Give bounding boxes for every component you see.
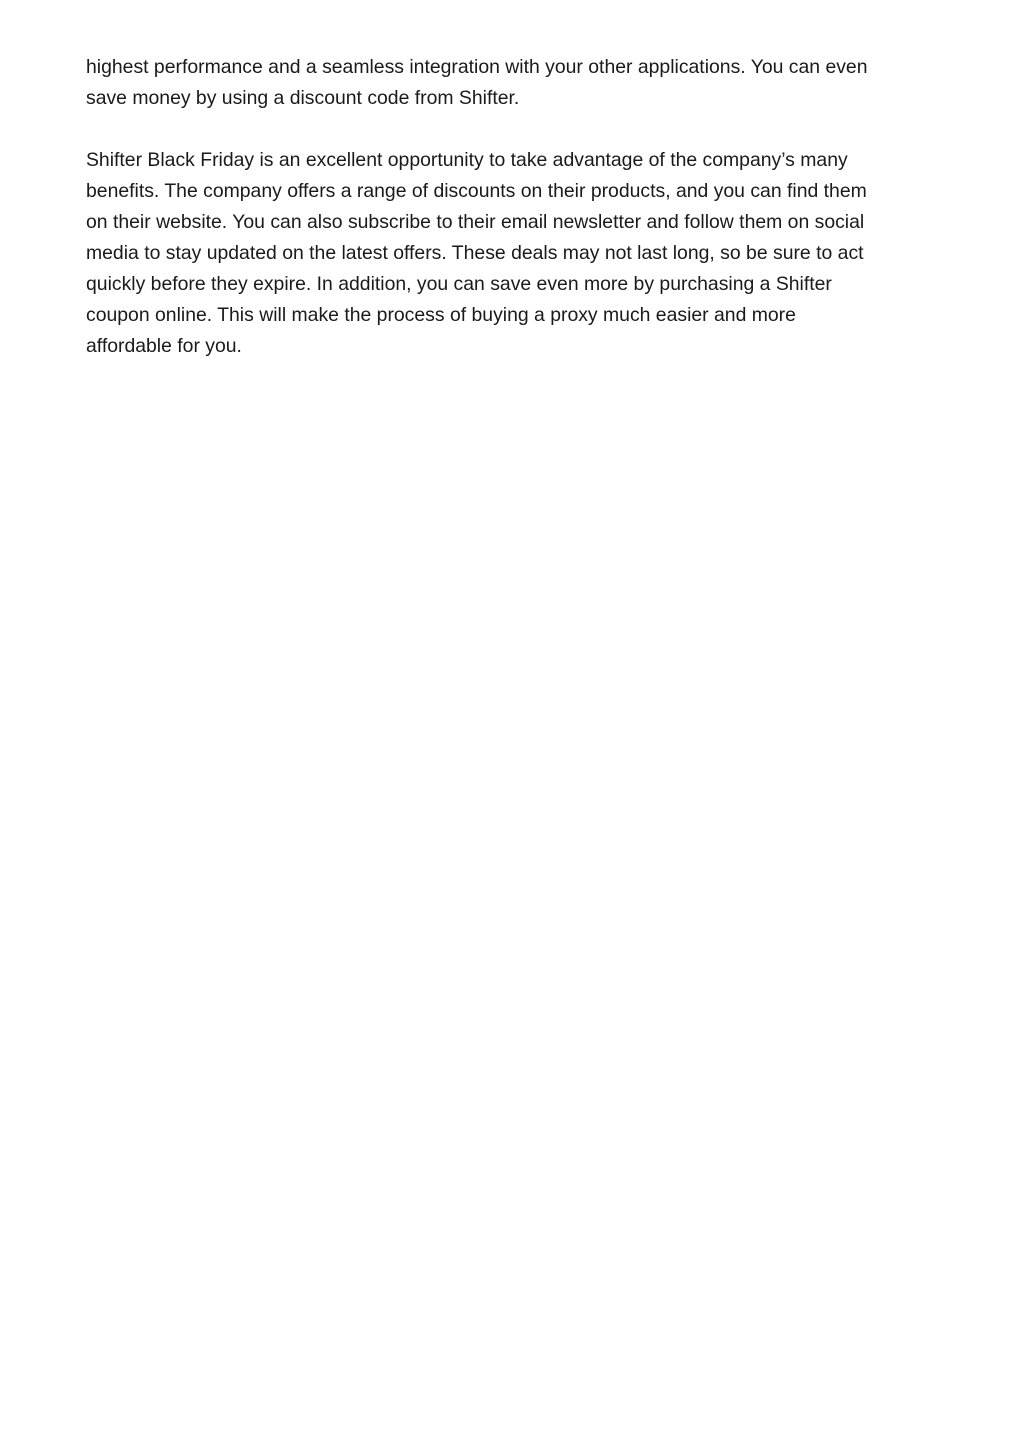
paragraph-line: on their website. You can also subscribe to their email newsletter and follow them on social [86,211,865,233]
paragraph-line: benefits. The company offers a range of discounts on their products, and you can find them [86,180,867,202]
paragraph-1 [86,52,936,114]
paragraph-line: quickly before they expire. In addition, you can save even more by purchasing a Shifter [86,273,832,295]
paragraph-line: highest performance and a seamless integration with your other applications. You can even [86,56,868,78]
document-page [86,52,936,393]
paragraph-2 [86,145,936,362]
paragraph-line: affordable for you. [86,335,242,357]
paragraph-line: coupon online. This will make the process of buying a proxy much easier and more [86,304,796,326]
paragraph-line: save money by using a discount code from Shifter. [86,87,520,109]
paragraph-line: Shifter Black Friday is an excellent opportunity to take advantage of the company’s many [86,149,848,171]
paragraph-line: media to stay updated on the latest offers. These deals may not last long, so be sure to act [86,242,864,264]
